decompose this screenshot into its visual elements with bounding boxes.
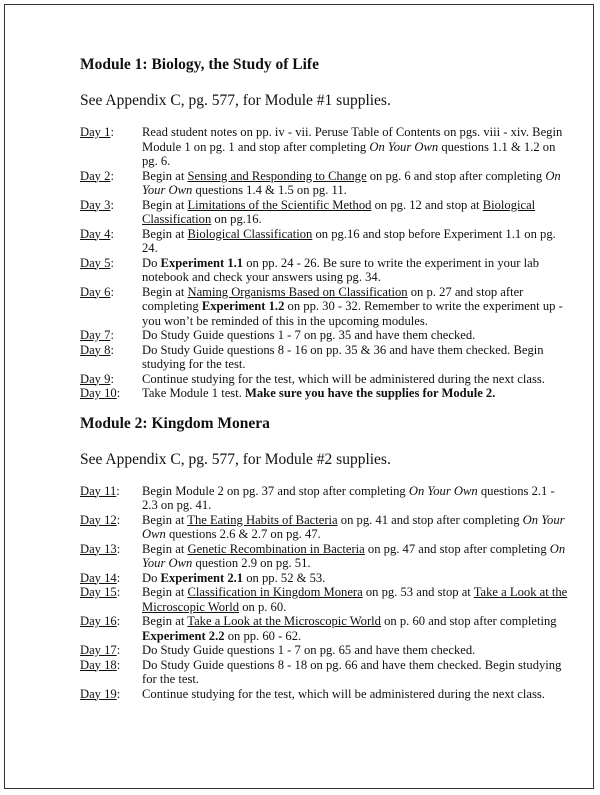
instruction-text: Do Study Guide questions 8 - 18 on pg. 66 and have them checked. Begin studying for the test.	[142, 657, 562, 686]
section-reference: Limitations of the Scientific Method	[187, 197, 372, 212]
day-label: Day 8	[80, 342, 111, 357]
instruction-text: Do Study Guide questions 8 - 16 on pp. 35 & 36 and have them checked. Begin studying for the test.	[142, 342, 544, 371]
module-2-schedule	[80, 484, 570, 702]
instruction-text: Begin Module 2 on pg. 37 and stop after completing	[142, 483, 409, 498]
module-1-schedule	[80, 125, 570, 401]
day-instructions	[142, 125, 570, 169]
day-label: Day 13	[80, 541, 117, 556]
day-label: Day 12	[80, 512, 117, 527]
instruction-text: Read student notes on pp. iv - vii. Peruse Table of Contents on pgs. viii - xiv. Begin Module 1 on pg. 1 and stop after completing	[142, 125, 563, 154]
instruction-text: on p. 60.	[239, 599, 287, 614]
emphasis-text: Experiment 2.2	[142, 628, 225, 643]
section-reference: Biological Classification	[187, 226, 313, 241]
schedule-day	[80, 198, 570, 227]
schedule-day	[80, 343, 570, 372]
instruction-text: on pp. 24 - 26. Be sure to write the experiment in your lab notebook and check your answers using pg. 34.	[142, 255, 539, 284]
module-2-supplies: See Appendix C, pg. 577, for Module #2 supplies.	[80, 450, 391, 468]
instruction-text: Continue studying for the test, which will be administered during the next class.	[142, 686, 545, 701]
day-label: Day 4	[80, 226, 111, 241]
instruction-text: questions 1.1 & 1.2 on pg. 6.	[142, 139, 556, 168]
schedule-day	[80, 687, 570, 702]
section-reference: Biological Classification	[142, 197, 536, 226]
day-instructions	[142, 227, 570, 256]
day-instructions	[142, 687, 570, 702]
instruction-text: on p. 27 and stop after completing	[142, 284, 524, 313]
instruction-text: on pp. 60 - 62.	[224, 628, 302, 643]
instruction-text: on pg. 53 and stop at	[362, 585, 474, 599]
day-instructions	[142, 484, 570, 513]
instruction-text: on pg.16.	[211, 212, 262, 226]
day-instructions	[142, 285, 570, 329]
day-label: Day 18	[80, 657, 117, 672]
day-label: Day 7	[80, 328, 111, 342]
section-reference: The Eating Habits of Bacteria	[187, 512, 338, 527]
day-instructions	[142, 571, 570, 586]
day-instructions	[142, 198, 570, 227]
section-reference: Genetic Recombination in Bacteria	[187, 541, 365, 556]
emphasis-text: Experiment 2.1	[160, 570, 244, 585]
section-reference: Sensing and Responding to Change	[187, 168, 367, 183]
schedule-day	[80, 484, 570, 513]
schedule-day	[80, 571, 570, 586]
schedule-day	[80, 386, 570, 401]
instruction-text: Do	[142, 570, 161, 585]
day-label: Day 19	[80, 686, 117, 701]
schedule-day	[80, 125, 570, 169]
day-label-cell: Day 4:	[80, 226, 114, 241]
section-reference: Classification in Kingdom Monera	[187, 585, 363, 599]
day-instructions	[142, 614, 570, 643]
schedule-day	[80, 658, 570, 687]
day-label: Day 9	[80, 371, 111, 386]
day-label-cell: Day 11:	[80, 483, 120, 498]
day-instructions	[142, 372, 570, 387]
schedule-day	[80, 585, 570, 614]
module-1-heading: Module 1: Biology, the Study of Life	[80, 56, 319, 73]
day-instructions	[142, 343, 570, 372]
instruction-text: on pg. 12 and stop at	[371, 197, 483, 212]
day-label-cell: Day 10:	[80, 386, 121, 400]
day-label: Day 3	[80, 197, 111, 212]
day-label-cell: Day 5:	[80, 255, 114, 270]
day-label-cell: Day 15:	[80, 585, 121, 599]
section-reference: Take a Look at the Microscopic World	[187, 614, 381, 628]
instruction-text: on pg. 6 and stop after completing	[366, 168, 546, 183]
day-label-cell: Day 13:	[80, 541, 121, 556]
schedule-day	[80, 285, 570, 329]
italic-reference: On Your Own	[369, 139, 439, 154]
day-label-cell: Day 16:	[80, 614, 121, 628]
day-label: Day 15	[80, 585, 117, 599]
instruction-text: Continue studying for the test, which will be administered during the next class.	[142, 371, 545, 386]
instruction-text: questions 2.6 & 2.7 on pg. 47.	[165, 527, 321, 541]
instruction-text: Begin at	[142, 168, 188, 183]
day-label-cell: Day 9:	[80, 371, 114, 386]
instruction-text: Begin at	[142, 226, 188, 241]
instruction-text: Take Module 1 test.	[142, 386, 245, 400]
day-instructions	[142, 386, 570, 401]
instruction-text: Begin at	[142, 541, 188, 556]
schedule-day	[80, 542, 570, 571]
instruction-text: on pg. 41 and stop after completing	[337, 512, 523, 527]
day-label-cell: Day 18:	[80, 657, 121, 672]
instruction-text: Begin at	[142, 614, 188, 628]
instruction-text: Do	[142, 255, 161, 270]
day-label-cell: Day 7:	[80, 328, 114, 342]
day-label: Day 1	[80, 125, 111, 139]
module-1-supplies: See Appendix C, pg. 577, for Module #1 supplies.	[80, 92, 391, 109]
section-reference: Take a Look at the Microscopic World	[142, 585, 568, 614]
emphasis-text: Experiment 1.1	[160, 255, 244, 270]
instruction-text: on pg. 47 and stop after completing	[364, 541, 550, 556]
instruction-text: Begin at	[142, 197, 188, 212]
day-label-cell: Day 8:	[80, 342, 114, 357]
emphasis-text: Experiment 1.2	[201, 299, 285, 313]
schedule-day	[80, 227, 570, 256]
instruction-text: on pp. 52 & 53.	[243, 570, 326, 585]
italic-reference: On Your Own	[142, 541, 566, 570]
day-instructions	[142, 542, 570, 571]
day-label: Day 6	[80, 284, 111, 299]
day-label-cell: Day 14:	[80, 570, 121, 585]
day-instructions	[142, 328, 570, 343]
day-instructions	[142, 658, 570, 687]
schedule-day	[80, 614, 570, 643]
day-label: Day 16	[80, 614, 117, 628]
day-label-cell: Day 1:	[80, 125, 114, 139]
instruction-text: question 2.9 on pg. 51.	[192, 556, 311, 570]
day-instructions	[142, 169, 570, 198]
section-reference: Naming Organisms Based on Classification	[187, 284, 408, 299]
day-instructions	[142, 643, 570, 658]
day-label-cell: Day 6:	[80, 284, 114, 299]
schedule-day	[80, 169, 570, 198]
day-label: Day 2	[80, 168, 111, 183]
instruction-text: Begin at	[142, 512, 188, 527]
instruction-text: questions 2.1 - 2.3 on pg. 41.	[142, 483, 555, 512]
instruction-text: Begin at	[142, 585, 188, 599]
day-label-cell: Day 3:	[80, 197, 114, 212]
page-content	[80, 56, 570, 701]
instruction-text: Begin at	[142, 284, 188, 299]
schedule-day	[80, 256, 570, 285]
day-label: Day 10	[80, 386, 117, 400]
day-label-cell: Day 17:	[80, 643, 121, 657]
italic-reference: On Your Own	[142, 168, 561, 197]
instruction-text: on pp. 30 - 32. Remember to write the experiment up - you won’t be reminded of this in the upcoming modules.	[142, 299, 563, 328]
day-label: Day 14	[80, 570, 117, 585]
day-label-cell: Day 12:	[80, 512, 121, 527]
instruction-text: questions 1.4 & 1.5 on pg. 11.	[192, 183, 347, 197]
module-2-heading: Module 2: Kingdom Monera	[80, 414, 270, 432]
schedule-day	[80, 328, 570, 343]
emphasis-text: Make sure you have the supplies for Module 2.	[245, 386, 496, 400]
instruction-text: Do Study Guide questions 1 - 7 on pg. 65 and have them checked.	[142, 643, 476, 657]
schedule-day	[80, 643, 570, 658]
day-instructions	[142, 256, 570, 285]
day-instructions	[142, 513, 570, 542]
italic-reference: On Your Own	[142, 512, 565, 541]
day-label: Day 17	[80, 643, 117, 657]
day-label-cell: Day 2:	[80, 168, 114, 183]
instruction-text: on p. 60 and stop after completing	[380, 614, 557, 628]
day-label-cell: Day 19:	[80, 686, 121, 701]
schedule-day	[80, 372, 570, 387]
day-label: Day 11	[80, 483, 117, 498]
instruction-text: Do Study Guide questions 1 - 7 on pg. 35 and have them checked.	[142, 328, 476, 342]
italic-reference: On Your Own	[408, 483, 478, 498]
instruction-text: on pg.16 and stop before Experiment 1.1 on pg. 24.	[142, 226, 556, 255]
day-label: Day 5	[80, 255, 111, 270]
schedule-day	[80, 513, 570, 542]
day-instructions	[142, 585, 570, 614]
